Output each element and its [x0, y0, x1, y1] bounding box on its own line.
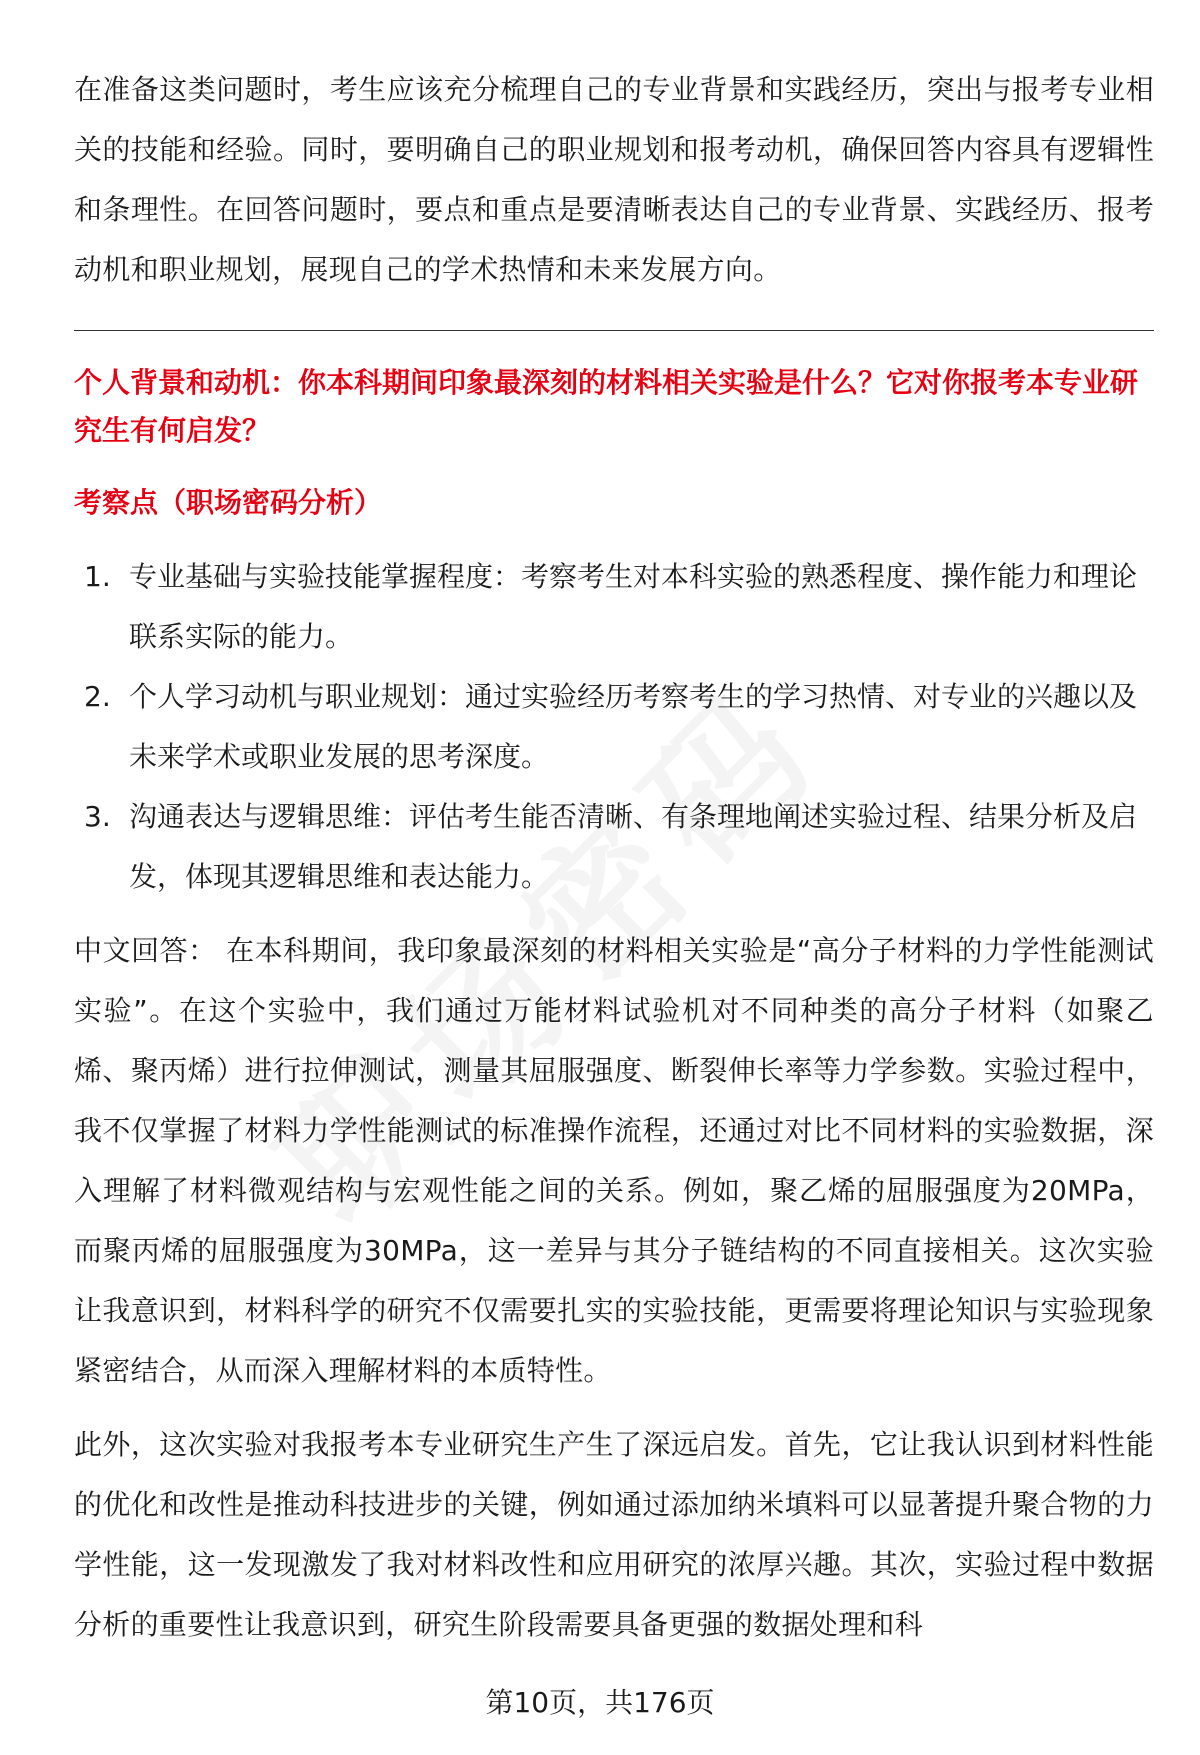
- spacer: [74, 1401, 1154, 1415]
- assessment-heading: 考察点（职场密码分析）: [74, 486, 383, 519]
- list-item-number: 1.: [84, 560, 111, 593]
- question-heading: 个人背景和动机：你本科期间印象最深刻的材料相关实验是什么？它对你报考本专业研究生有何启发？: [74, 366, 1139, 447]
- page-footer: 第10页，共176页: [485, 1686, 715, 1719]
- list-item: [74, 787, 1154, 907]
- spacer: [74, 907, 1154, 921]
- answer-paragraph-2: 此外，这次实验对我报考本专业研究生产生了深远启发。首先，它让我认识到材料性能的优化和改性是推动科技进步的关键，例如通过添加纳米填料可以显著提升聚合物的力学性能，这一发现激发了我对材料改性和应用研究的浓厚兴趣。其次，实验过程中数据分析的重要性让我意识到，研究生阶段需要具备更强的数据处理和科: [74, 1428, 1154, 1641]
- assessment-points-list: [74, 547, 1154, 907]
- list-item-text: 专业基础与实验技能掌握程度：考察考生对本科实验的熟悉程度、操作能力和理论联系实际的能力。: [129, 560, 1138, 653]
- intro-paragraph: 在准备这类问题时，考生应该充分梳理自己的专业背景和实践经历，突出与报考专业相关的技能和经验。同时，要明确自己的职业规划和报考动机，确保回答内容具有逻辑性和条理性。在回答问题时，要点和重点是要清晰表达自己的专业背景、实践经历、报考动机和职业规划，展现自己的学术热情和未来发展方向。: [74, 73, 1154, 286]
- document-page: [74, 60, 1154, 1655]
- answer-paragraph-1: 中文回答： 在本科期间，我印象最深刻的材料相关实验是“高分子材料的力学性能测试实验”。在这个实验中，我们通过万能材料试验机对不同种类的高分子材料（如聚乙烯、聚丙烯）进行拉伸测试，测量其屈服强度、断裂伸长率等力学参数。实验过程中，我不仅掌握了材料力学性能测试的标准操作流程，还通过对比不同材料的实验数据，深入理解了材料微观结构与宏观性能之间的关系。例如，聚乙烯的屈服强度为20MPa，而聚丙烯的屈服强度为30MPa，这一差异与其分子链结构的不同直接相关。这次实验让我意识到，材料科学的研究不仅需要扎实的实验技能，更需要将理论知识与实验现象紧密结合，从而深入理解材料的本质特性。: [74, 934, 1154, 1387]
- list-item-text: 个人学习动机与职业规划：通过实验经历考察考生的学习热情、对专业的兴趣以及未来学术或职业发展的思考深度。: [129, 680, 1138, 773]
- list-item: [74, 667, 1154, 787]
- list-item-number: 3.: [84, 800, 111, 833]
- list-item-text: 沟通表达与逻辑思维：评估考生能否清晰、有条理地阐述实验过程、结果分析及启发，体现其逻辑思维和表达能力。: [129, 800, 1138, 893]
- list-item-number: 2.: [84, 680, 111, 713]
- list-item: [74, 547, 1154, 667]
- section-divider: [74, 330, 1154, 331]
